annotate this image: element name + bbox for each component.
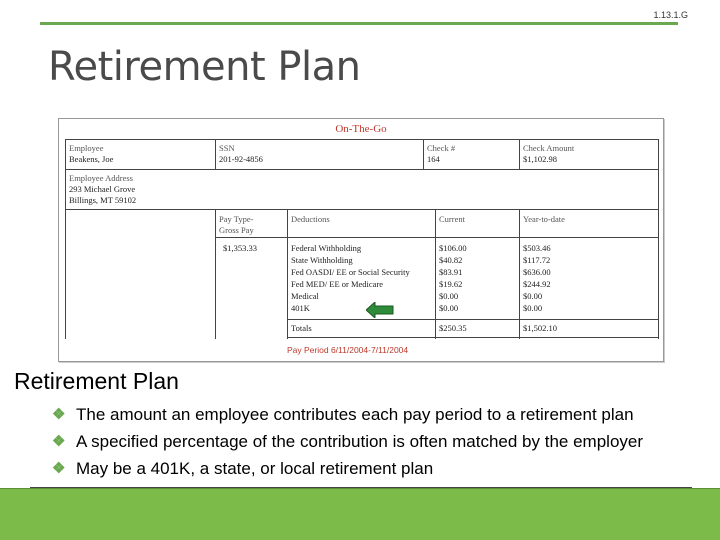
deduction-current: $19.62 [439, 279, 463, 289]
deduction-current: $0.00 [439, 303, 459, 313]
grid-line [423, 139, 424, 169]
deduction-name: 401K [291, 303, 310, 313]
pay-period: Pay Period 6/11/2004-7/11/2004 [287, 345, 409, 355]
ssn-label: SSN [219, 143, 235, 153]
top-rule [40, 22, 678, 25]
check-amount-value: $1,102.98 [523, 154, 557, 164]
section-heading: Retirement Plan [14, 368, 179, 394]
gross-pay-value: $1,353.33 [223, 243, 257, 253]
bullet-list [52, 404, 702, 485]
grid-line [519, 139, 520, 169]
grid-line [65, 209, 659, 210]
grid-line [287, 209, 288, 339]
deduction-ytd: $117.72 [523, 255, 551, 265]
footer-bar [0, 488, 720, 540]
check-label: Check # [427, 143, 456, 153]
totals-label: Totals [291, 323, 312, 333]
pay-type-label: Pay Type- [219, 214, 254, 224]
employee-label: Employee [69, 143, 104, 153]
grid-line [65, 169, 659, 170]
grid-line [435, 209, 436, 339]
diamond-bullet-icon: ❖ [52, 460, 66, 477]
grid-line [215, 209, 216, 339]
deduction-ytd: $503.46 [523, 243, 551, 253]
gross-pay-label: Gross Pay [219, 225, 254, 235]
list-item [52, 458, 702, 480]
deduction-ytd: $0.00 [523, 291, 543, 301]
pay-stub [58, 118, 664, 362]
list-item [52, 431, 702, 453]
left-arrow-icon [366, 302, 394, 318]
deductions-label: Deductions [291, 214, 330, 224]
ssn-value: 201-92-4856 [219, 154, 263, 164]
pay-stub-grid [65, 139, 659, 359]
deduction-current: $83.91 [439, 267, 463, 277]
deduction-name: Fed OASDI/ EE or Social Security [291, 267, 410, 277]
deduction-current: $106.00 [439, 243, 467, 253]
check-amount-label: Check Amount [523, 143, 575, 153]
address-line-2: Billings, MT 59102 [69, 195, 137, 205]
check-value: 164 [427, 154, 440, 164]
deduction-ytd: $0.00 [523, 303, 543, 313]
deduction-name: Federal Withholding [291, 243, 362, 253]
slide-number: 1.13.1.G [653, 10, 688, 20]
current-label: Current [439, 214, 465, 224]
ytd-label: Year-to-date [523, 214, 565, 224]
diamond-bullet-icon: ❖ [52, 406, 66, 423]
company-name: On-The-Go [335, 123, 387, 135]
totals-ytd: $1,502.10 [523, 323, 557, 333]
deduction-current: $40.82 [439, 255, 463, 265]
grid-line [65, 139, 66, 339]
grid-line [287, 337, 659, 338]
deduction-name: Fed MED/ EE or Medicare [291, 279, 384, 289]
grid-line [65, 139, 659, 140]
grid-line [215, 237, 659, 238]
list-item [52, 404, 702, 426]
bullet-text: May be a 401K, a state, or local retirement plan [76, 459, 434, 478]
employee-value: Beakens, Joe [69, 154, 114, 164]
bullet-text: The amount an employee contributes each pay period to a retirement plan [76, 405, 634, 424]
grid-line [287, 319, 659, 320]
deduction-current: $0.00 [439, 291, 459, 301]
address-line-1: 293 Michael Grove [69, 184, 136, 194]
deduction-ytd: $636.00 [523, 267, 551, 277]
diamond-bullet-icon: ❖ [52, 433, 66, 450]
deduction-name: Medical [291, 291, 319, 301]
slide-title: Retirement Plan [48, 44, 361, 90]
bullet-text: A specified percentage of the contribution is often matched by the employer [76, 432, 644, 451]
grid-line [658, 139, 659, 339]
totals-current: $250.35 [439, 323, 467, 333]
deduction-name: State Withholding [291, 255, 353, 265]
deduction-ytd: $244.92 [523, 279, 551, 289]
grid-line [519, 209, 520, 339]
grid-line [215, 139, 216, 169]
footer-rule [30, 487, 692, 488]
address-label: Employee Address [69, 173, 133, 183]
